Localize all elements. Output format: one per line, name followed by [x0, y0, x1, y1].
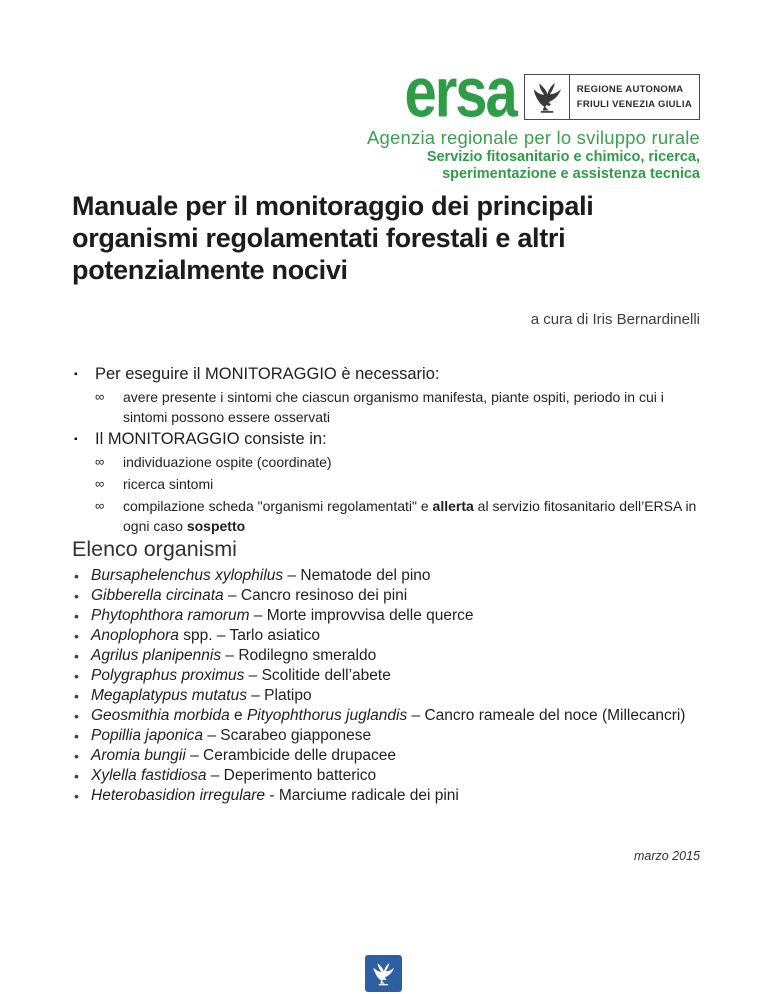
- list-item: [74, 786, 685, 806]
- dot-bullet-icon: •: [74, 768, 79, 784]
- organism-text: Gibberella circinata – Cancro resinoso dei pini: [91, 587, 408, 604]
- service-line-2: sperimentazione e assistenza tecnica: [442, 166, 700, 183]
- list-item: [74, 586, 685, 606]
- logo-row: [367, 52, 700, 133]
- dot-bullet-icon: •: [74, 728, 79, 744]
- sub-bullet-item: [95, 452, 706, 472]
- eagle-icon: [524, 74, 570, 120]
- dot-bullet-icon: •: [74, 568, 79, 584]
- sub-bullet-item: [95, 387, 706, 427]
- organism-text: Megaplatypus mutatus – Platipo: [91, 687, 312, 704]
- date-footer: marzo 2015: [633, 849, 700, 863]
- list-item: [74, 686, 685, 706]
- sub-bullet-item: [95, 496, 706, 536]
- sub-bullet-text: avere presente i sintomi che ciascun organismo manifesta, piante ospiti, periodo in cui i sintomi possono essere osservati: [123, 389, 664, 425]
- emphasized-word: sospetto: [186, 518, 246, 534]
- organism-text: Aromia bungii – Cerambicide delle drupacee: [91, 747, 397, 764]
- organism-text: Phytophthora ramorum – Morte improvvisa delle querce: [91, 607, 474, 624]
- crest-line-2: FRIULI VENEZIA GIULIA: [576, 99, 692, 110]
- dot-bullet-icon: •: [74, 628, 79, 644]
- infinity-bullet-icon: ∞: [95, 389, 105, 404]
- organism-text: Polygraphus proximus – Scolitide dell’abete: [91, 667, 391, 684]
- list-item: [74, 726, 685, 746]
- dot-bullet-icon: •: [74, 708, 79, 724]
- organism-text: Bursaphelenchus xylophilus – Nematode del pino: [91, 567, 431, 584]
- eagle-icon: [370, 960, 397, 987]
- dot-bullet-icon: •: [74, 668, 79, 684]
- square-bullet-icon: ▪: [74, 369, 78, 380]
- crest-region-name: [570, 74, 700, 120]
- page-title: Manuale per il monitoraggio dei principali organismi regolamentati forestali e altri potenzialmente nocivi: [72, 191, 594, 285]
- byline: a cura di Iris Bernardinelli: [530, 311, 700, 328]
- region-crest: [524, 74, 700, 120]
- bullet-item: [74, 429, 706, 450]
- square-bullet-icon: ▪: [74, 434, 78, 445]
- bullet-text: Per eseguire il MONITORAGGIO è necessario:: [95, 365, 440, 383]
- list-item: [74, 626, 685, 646]
- bullet-text: Il MONITORAGGIO consiste in:: [95, 430, 327, 448]
- infinity-bullet-icon: ∞: [95, 476, 105, 491]
- organisms-heading: Elenco organismi: [72, 537, 237, 561]
- service-line-1: Servizio fitosanitario e chimico, ricerca,: [426, 149, 700, 165]
- infinity-bullet-icon: ∞: [95, 454, 105, 469]
- dot-bullet-icon: •: [74, 788, 79, 804]
- sub-bullet-text-part: compilazione scheda "organismi regolamentati" e: [123, 498, 433, 514]
- list-item: [74, 646, 685, 666]
- list-item: [74, 666, 685, 686]
- list-item: [74, 566, 685, 586]
- list-item: [74, 706, 685, 726]
- organism-text: Agrilus planipennis – Rodilegno smeraldo: [91, 647, 377, 664]
- infinity-bullet-icon: ∞: [95, 498, 105, 513]
- agency-subtitle: Agenzia regionale per lo sviluppo rurale: [367, 127, 700, 148]
- footer-badge: [365, 955, 402, 992]
- bullet-item: [74, 364, 706, 385]
- list-item: [74, 606, 685, 626]
- sub-bullet-text: ricerca sintomi: [123, 476, 214, 492]
- emphasized-word: allerta: [432, 498, 474, 514]
- sub-bullet-text-part: al servizio fitosanitario dell’ERSA in ogni caso: [123, 498, 697, 534]
- list-item: [74, 766, 685, 786]
- ersa-wordmark: ersa: [404, 52, 516, 133]
- crest-line-1: REGIONE AUTONOMA: [576, 83, 684, 95]
- dot-bullet-icon: •: [74, 748, 79, 764]
- organism-text: Geosmithia morbida e Pityophthorus juglandis – Cancro rameale del noce (Millecancri): [91, 707, 686, 724]
- dot-bullet-icon: •: [74, 608, 79, 624]
- monitoring-section: [74, 364, 706, 538]
- dot-bullet-icon: •: [74, 648, 79, 664]
- organism-text: Anoplophora spp. – Tarlo asiatico: [91, 627, 320, 644]
- sub-bullet-item: [95, 474, 706, 494]
- sub-bullet-text: individuazione ospite (coordinate): [123, 454, 332, 470]
- header-logo-block: [367, 52, 700, 184]
- list-item: [74, 746, 685, 766]
- organism-text: Xylella fastidiosa – Deperimento batterico: [91, 767, 377, 784]
- organisms-list: [74, 566, 685, 806]
- organism-text: Popillia japonica – Scarabeo giapponese: [91, 727, 372, 744]
- dot-bullet-icon: •: [74, 588, 79, 604]
- sub-bullet-text: [123, 496, 706, 536]
- organism-text: Heterobasidion irregulare - Marciume radicale dei pini: [91, 787, 459, 804]
- dot-bullet-icon: •: [74, 688, 79, 704]
